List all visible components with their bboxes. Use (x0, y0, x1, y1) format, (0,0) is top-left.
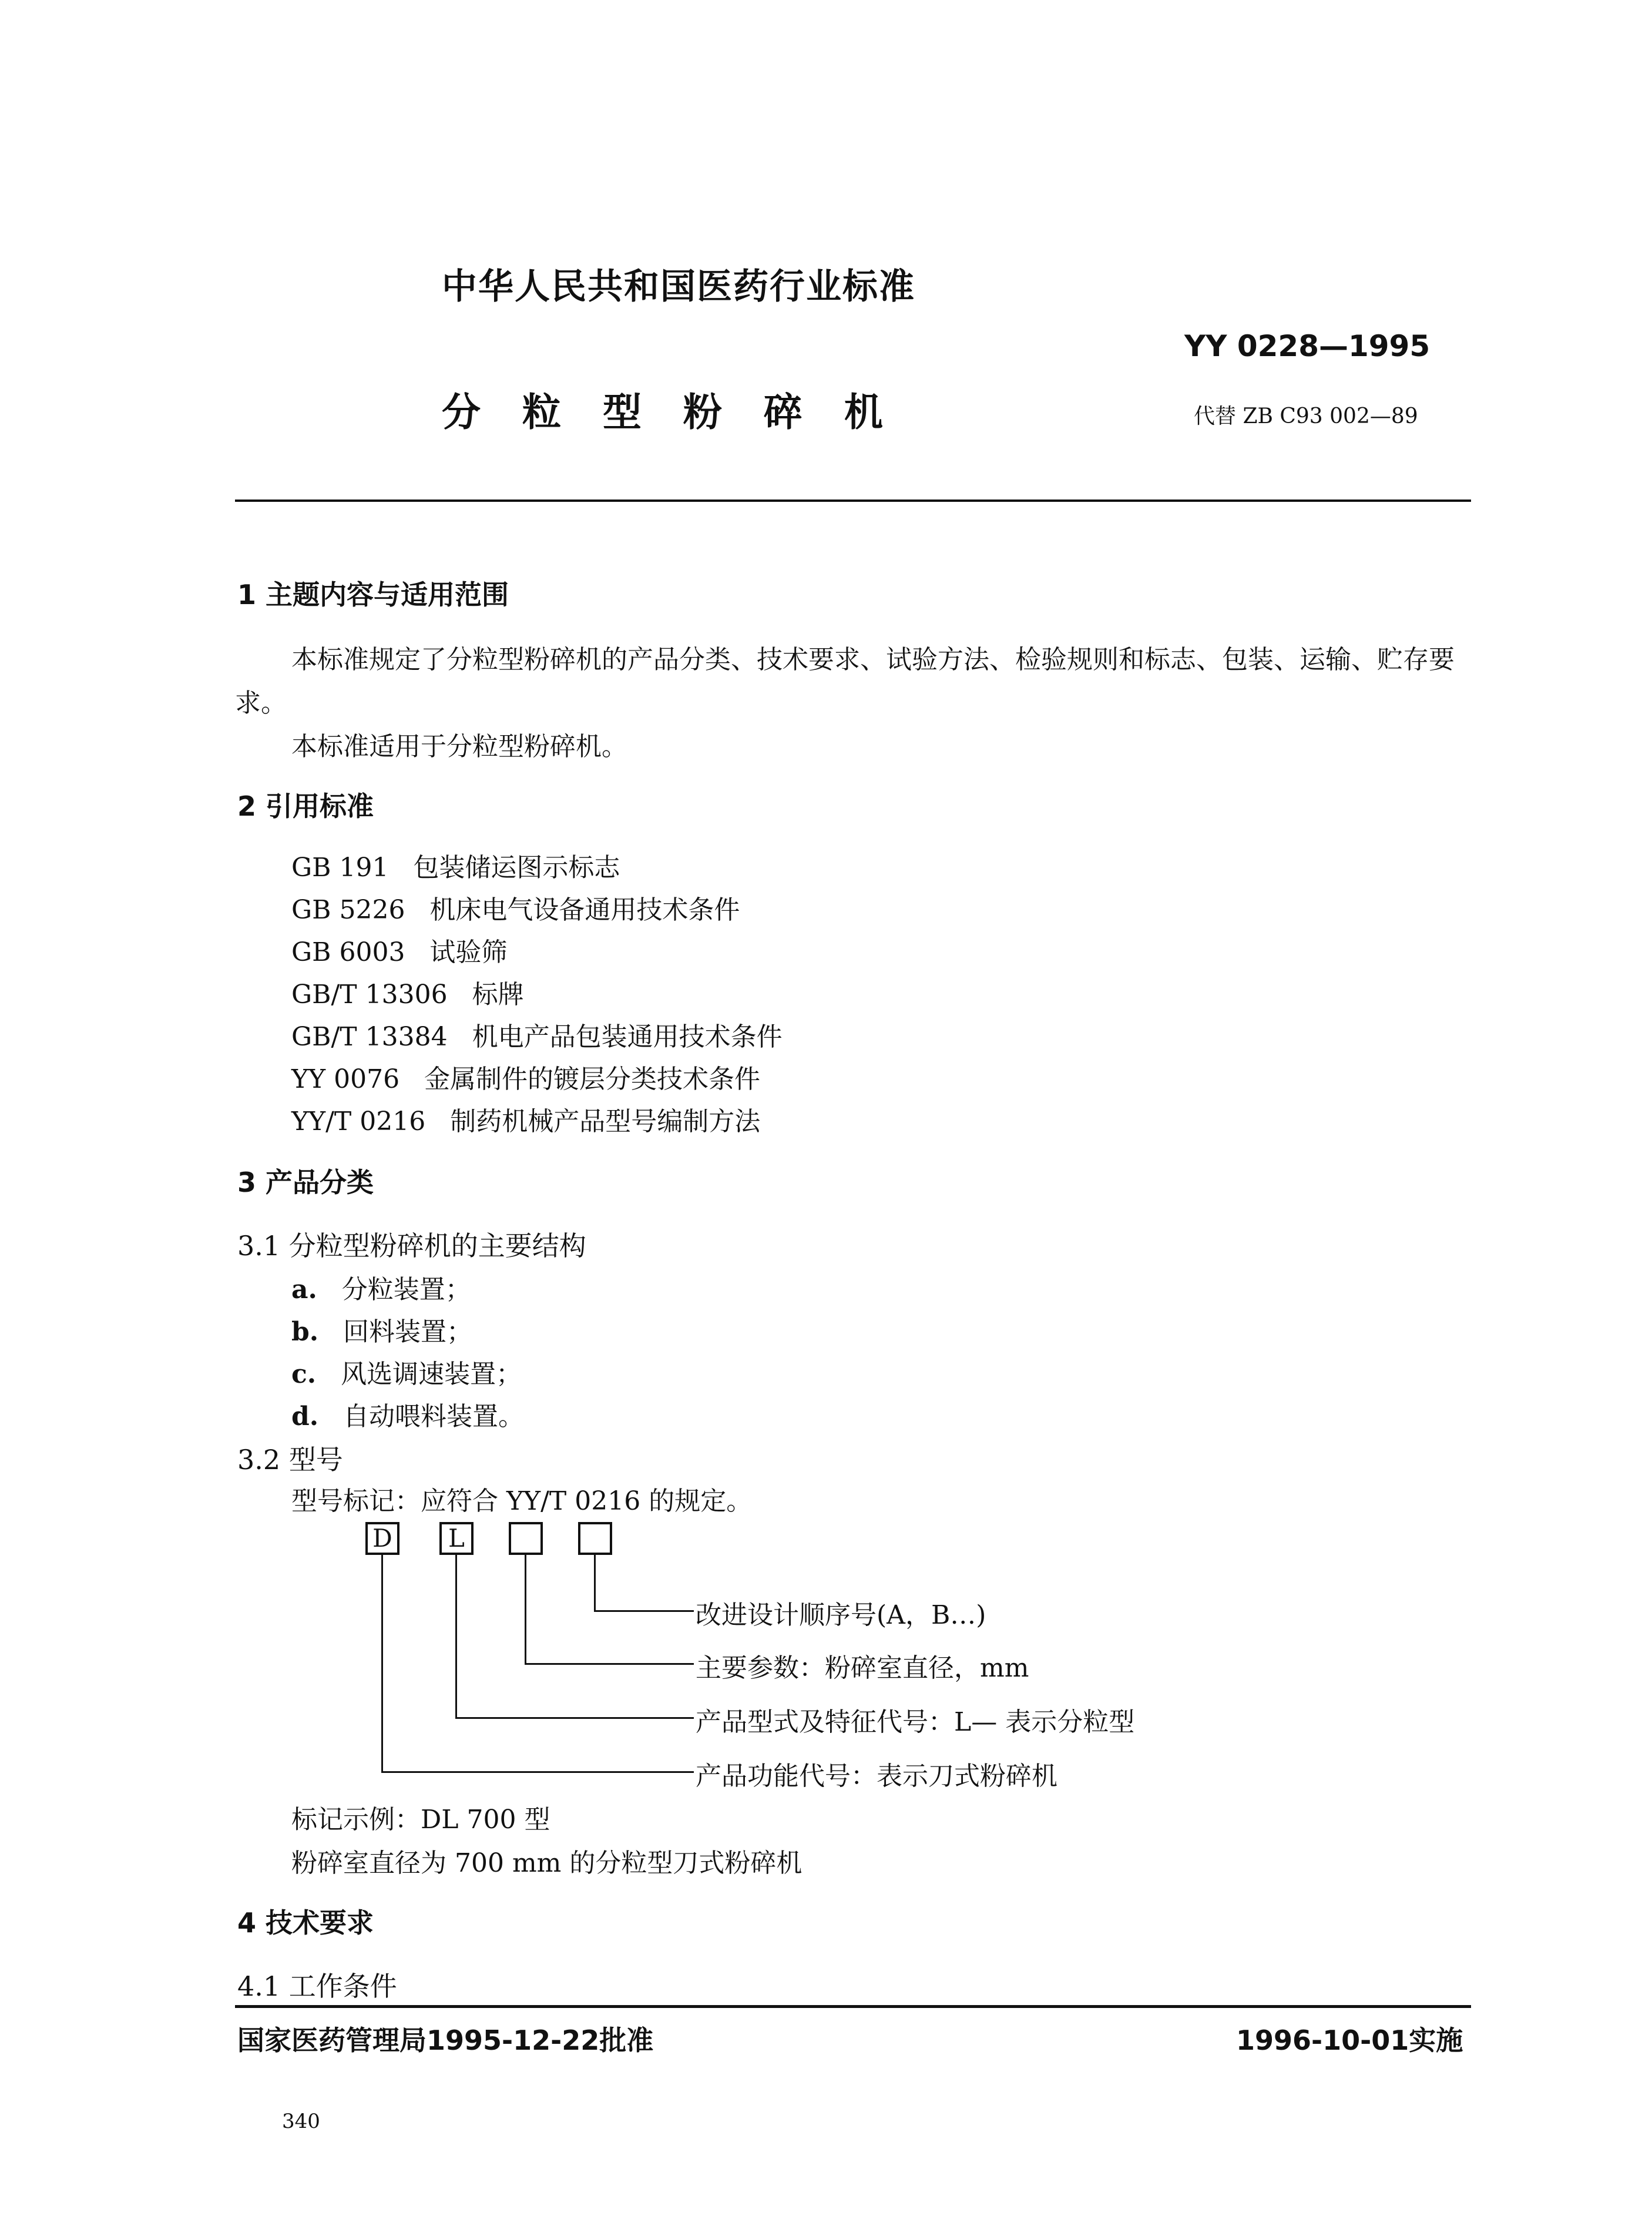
model-box-parameter (509, 1522, 543, 1555)
connector-line (455, 1717, 694, 1719)
section-1-paragraph-line2: 求。 (235, 688, 287, 718)
label-function-code: 产品功能代号：表示刀式粉碎机 (696, 1761, 1057, 1791)
connector-line (594, 1610, 694, 1612)
model-box-revision (578, 1522, 612, 1555)
section-4-1-heading: 4.1 工作条件 (237, 1970, 397, 2002)
replaces-note: 代替 ZB C93 002—89 (1194, 404, 1418, 428)
reference-item: YY/T 0216 制药机械产品型号编制方法 (291, 1107, 761, 1137)
reference-item: GB 6003 试验筛 (291, 937, 508, 967)
reference-item: GB 5226 机床电气设备通用技术条件 (291, 895, 740, 925)
connector-line (381, 1555, 383, 1772)
org-title: 中华人民共和国医药行业标准 (442, 266, 915, 307)
list-item: b. 回料装置； (291, 1317, 473, 1347)
page-number: 340 (282, 2110, 320, 2133)
section-3-heading: 3 产品分类 (237, 1166, 374, 1198)
reference-item: GB 191 包装储运图示标志 (291, 853, 620, 883)
section-1-paragraph-line1: 本标准规定了分粒型粉碎机的产品分类、技术要求、试验方法、检验规则和标志、包装、运输、贮存要 (291, 645, 1455, 675)
section-3-1-heading: 3.1 分粒型粉碎机的主要结构 (237, 1230, 586, 1262)
section-3-2-heading: 3.2 型号 (237, 1444, 343, 1476)
model-box-type: L (439, 1522, 474, 1555)
label-revision-sequence: 改进设计顺序号(A，B…) (696, 1600, 986, 1630)
marking-example: 标记示例：DL 700 型 (291, 1805, 550, 1835)
list-item: d. 自动喂料装置。 (291, 1402, 525, 1432)
connector-line (381, 1771, 694, 1773)
label-type-code: 产品型式及特征代号：L— 表示分粒型 (696, 1707, 1135, 1737)
section-4-heading: 4 技术要求 (237, 1907, 374, 1939)
document-title: 分 粒 型 粉 碎 机 (442, 390, 897, 435)
marking-example-description: 粉碎室直径为 700 mm 的分粒型刀式粉碎机 (291, 1848, 803, 1878)
model-rule: 型号标记：应符合 YY/T 0216 的规定。 (291, 1486, 753, 1516)
list-item: c. 风选调速装置； (291, 1359, 522, 1389)
reference-item: GB/T 13384 机电产品包装通用技术条件 (291, 1022, 783, 1052)
section-2-heading: 2 引用标准 (237, 790, 374, 822)
list-item: a. 分粒装置； (291, 1275, 471, 1305)
connector-line (455, 1555, 457, 1718)
connector-line (594, 1555, 596, 1611)
section-1-scope: 本标准适用于分粒型粉碎机。 (291, 732, 627, 762)
standard-number: YY 0228—1995 (1184, 329, 1431, 363)
connector-line (525, 1555, 526, 1664)
effective-date: 1996-10-01实施 (1236, 2024, 1463, 2056)
connector-line (525, 1663, 694, 1665)
header-divider (235, 500, 1471, 502)
approval-statement: 国家医药管理局1995-12-22批准 (237, 2024, 654, 2056)
model-box-function: D (365, 1522, 399, 1555)
footer-divider (235, 2005, 1471, 2008)
reference-item: GB/T 13306 标牌 (291, 980, 524, 1010)
section-1-heading: 1 主题内容与适用范围 (237, 579, 509, 611)
label-main-parameter: 主要参数：粉碎室直径，mm (696, 1653, 1029, 1683)
reference-item: YY 0076 金属制件的镀层分类技术条件 (291, 1064, 761, 1094)
